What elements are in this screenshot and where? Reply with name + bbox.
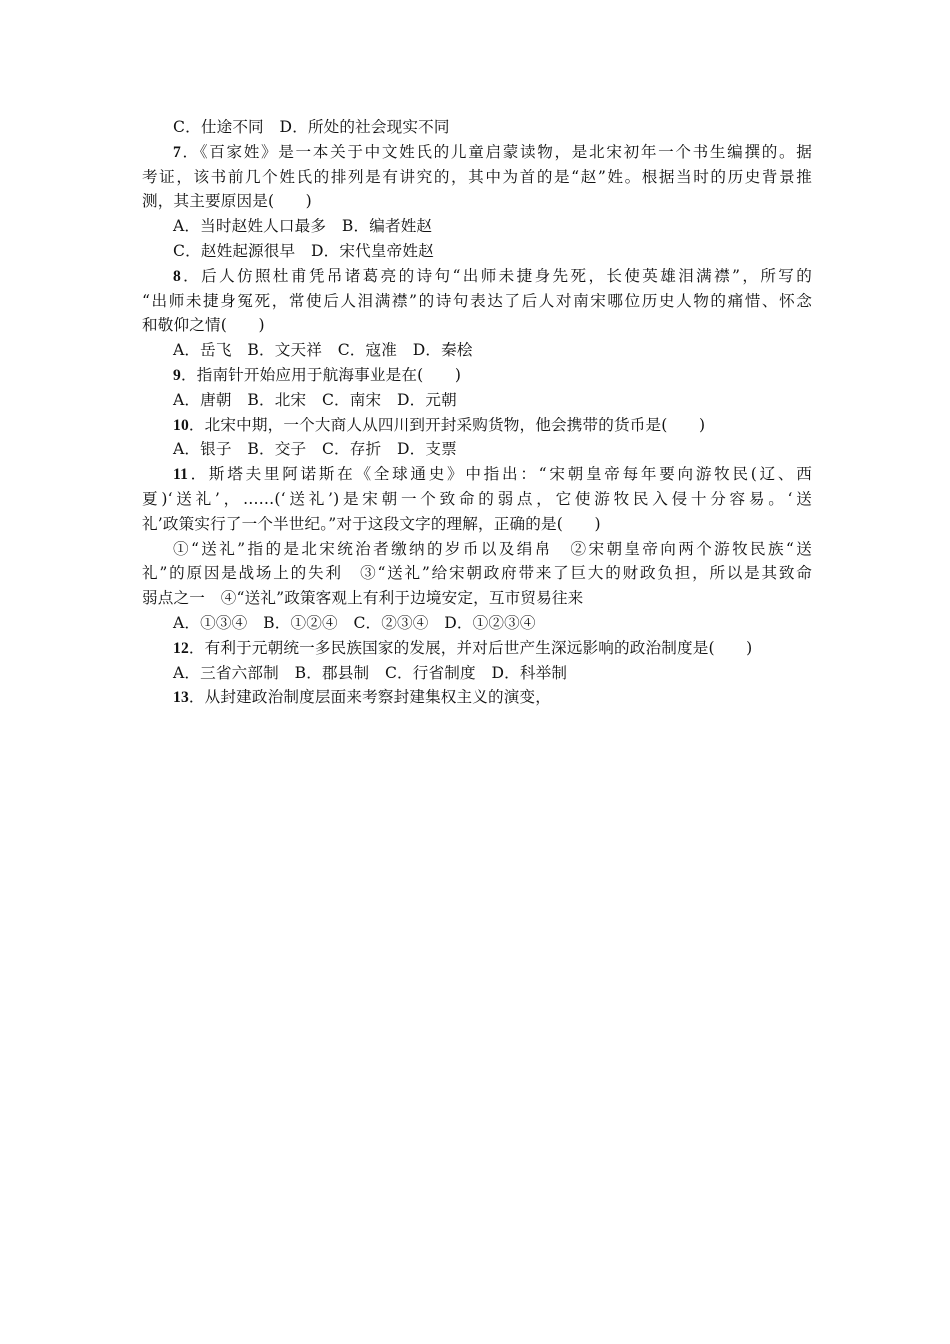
text-line bbox=[142, 437, 812, 462]
text-line bbox=[142, 313, 812, 338]
question-number: 12 bbox=[173, 639, 189, 657]
line-text: C．赵姓起源很早 D．宋代皇帝姓赵 bbox=[173, 241, 434, 260]
line-text: A．①③④ B．①②④ C．②③④ D．①②③④ bbox=[173, 613, 536, 632]
line-text: 礼’政策实行了一个半世纪。”对于这段文字的理解，正确的是( ) bbox=[142, 514, 601, 533]
line-text: A．当时赵姓人口最多 B．编者姓赵 bbox=[173, 217, 433, 236]
line-text: “出师未捷身冤死，常使后人泪满襟”的诗句表达了后人对南宋哪位历史人物的痛惜、怀念 bbox=[142, 291, 812, 310]
line-text: ．《百家姓》是一本关于中文姓氏的儿童启蒙读物，是北宋初年一个书生编撰的。据 bbox=[180, 142, 812, 161]
text-line bbox=[142, 388, 812, 413]
line-text: 弱点之一 ④“送礼”政策客观上有利于边境安定，互市贸易往来 bbox=[142, 589, 584, 608]
line-text: ．北宋中期，一个大商人从四川到开封采购货物，他会携带的货币是( ) bbox=[188, 415, 706, 434]
line-text: A．银子 B．交子 C．存折 D．支票 bbox=[173, 440, 457, 459]
question-number: 7 bbox=[173, 143, 181, 161]
question-number: 8 bbox=[173, 267, 181, 285]
question-line bbox=[142, 363, 812, 388]
question-number: 13 bbox=[173, 689, 189, 707]
text-line bbox=[142, 586, 812, 611]
line-text: 测，其主要原因是( ) bbox=[142, 192, 312, 211]
text-line bbox=[142, 165, 812, 190]
text-line bbox=[142, 115, 812, 140]
line-text: ．指南针开始应用于航海事业是在( ) bbox=[180, 365, 462, 384]
text-line bbox=[142, 561, 812, 586]
line-text: ．后人仿照杜甫凭吊诸葛亮的诗句“出师未捷身先死，长使英雄泪满襟”，所写的 bbox=[180, 266, 812, 285]
line-text: ．有利于元朝统一多民族国家的发展，并对后世产生深远影响的政治制度是( ) bbox=[188, 638, 753, 657]
question-line bbox=[142, 636, 812, 661]
line-text: A．三省六部制 B．郡县制 C．行省制度 D．科举制 bbox=[173, 663, 568, 682]
text-line bbox=[142, 537, 812, 562]
line-text: ．从封建政治制度层面来考察封建集权主义的演变， bbox=[188, 688, 552, 707]
text-line bbox=[142, 189, 812, 214]
question-line bbox=[142, 462, 812, 487]
text-line bbox=[142, 487, 812, 512]
text-line bbox=[142, 214, 812, 239]
line-text: A．岳飞 B．文天祥 C．寇准 D．秦桧 bbox=[173, 341, 473, 360]
line-text: C．仕途不同 D．所处的社会现实不同 bbox=[173, 118, 450, 136]
line-text: 礼”的原因是战场上的失利 ③“送礼”给宋朝政府带来了巨大的财政负担，所以是其致命 bbox=[142, 564, 812, 583]
question-line bbox=[142, 413, 812, 438]
document-body bbox=[142, 115, 812, 710]
text-line bbox=[142, 661, 812, 686]
question-number: 9 bbox=[173, 366, 181, 384]
text-line bbox=[142, 611, 812, 636]
question-number: 10 bbox=[173, 416, 189, 434]
question-line bbox=[142, 685, 812, 710]
question-line bbox=[142, 140, 812, 165]
question-number: 11 bbox=[173, 466, 189, 484]
text-line bbox=[142, 239, 812, 264]
text-line bbox=[142, 289, 812, 314]
line-text: 考证，该书前几个姓氏的排列是有讲究的，其中为首的是“赵”姓。根据当时的历史背景推 bbox=[142, 167, 812, 186]
line-text: A．唐朝 B．北宋 C．南宋 D．元朝 bbox=[173, 390, 457, 409]
question-line bbox=[142, 264, 812, 289]
text-line bbox=[142, 512, 812, 537]
line-text: 夏)‘送礼’，……(‘送礼’)是宋朝一个致命的弱点，它使游牧民入侵十分容易。‘送 bbox=[142, 489, 812, 508]
line-text: 和敬仰之情( ) bbox=[142, 316, 265, 335]
line-text: ．斯塔夫里阿诺斯在《全球通史》中指出：“宋朝皇帝每年要向游牧民(辽、西 bbox=[188, 465, 812, 484]
text-line bbox=[142, 338, 812, 363]
line-text: ①“送礼”指的是北宋统治者缴纳的岁币以及绢帛 ②宋朝皇帝向两个游牧民族“送 bbox=[173, 539, 812, 558]
